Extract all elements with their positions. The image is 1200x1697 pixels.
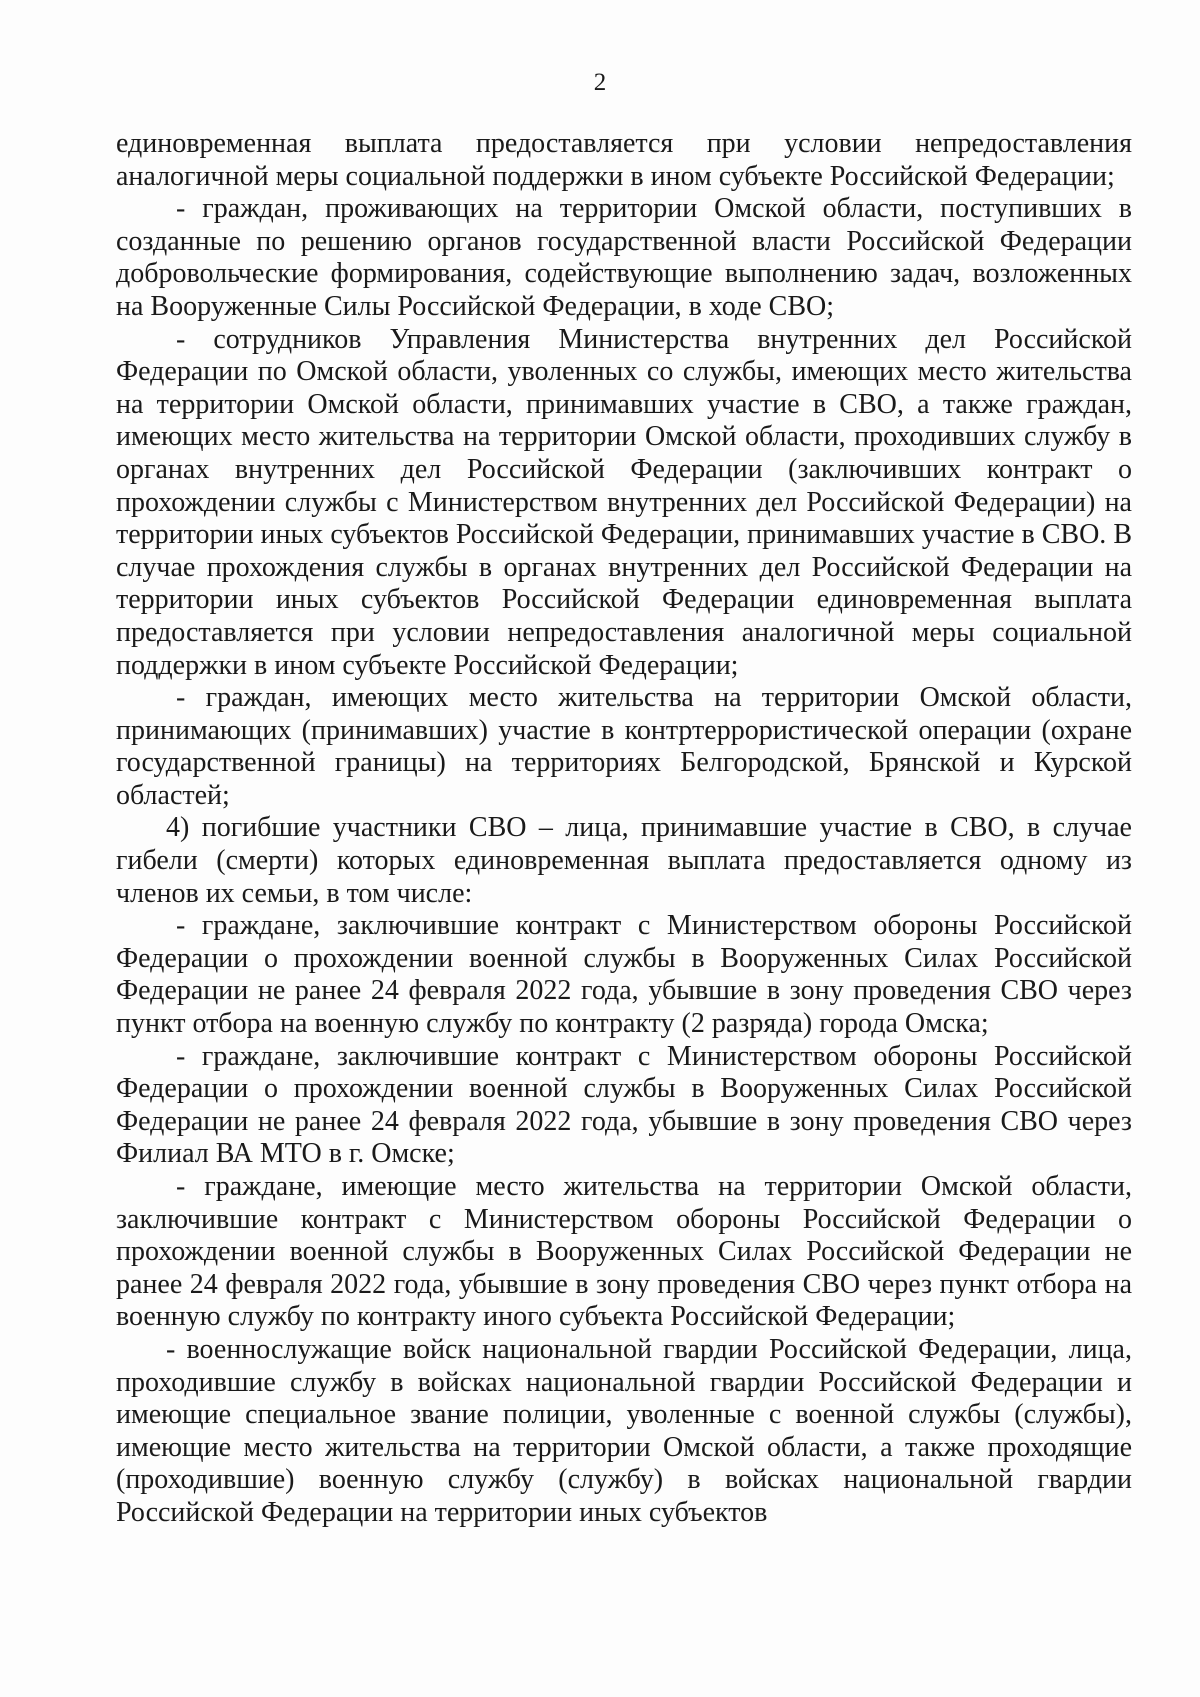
paragraph-internal-affairs: - сотрудников Управления Министерства внутренних дел Российской Федерации по Омской области, уволенных со службы, имеющих место жительства на территории Омской области, принимавших участие в СВО, а также граждан, имеющих место жительства на территории Омской области, проходивших службу в органах внутренних дел Российской Федерации (заключивших контракт о прохождении службы с Министерством внутренних дел Российской Федерации) на территории иных субъектов Российской Федерации, принимавших участие в СВО. В случае прохождения службы в органах внутренних дел Российской Федерации на территории иных субъектов Российской Федерации единовременная выплата предоставляется при условии непредоставления аналогичной меры социальной поддержки в ином субъекте Российской Федерации; [116,323,1132,681]
document-body [116,128,1132,1530]
paragraph-item-4: 4) погибшие участники СВО – лица, принимавшие участие в СВО, в случае гибели (смерти) которых единовременная выплата предоставляется одному из членов их семьи, в том числе: [116,812,1132,909]
page-number: 2 [593,69,607,96]
paragraph-omsk-selection-point: - граждане, заключившие контракт с Министерством обороны Российской Федерации о прохождении военной службы в Вооруженных Силах Российской Федерации не ранее 24 февраля 2022 года, убывшие в зону проведения СВО через пункт отбора на военную службу по контракту (2 разряда) города Омска; [116,910,1132,1040]
paragraph-other-region-selection: - граждане, имеющие место жительства на территории Омской области, заключившие контракт с Министерством обороны Российской Федерации о прохождении военной службы в Вооруженных Силах Российской Федерации не ранее 24 февраля 2022 года, убывшие в зону проведения СВО через пункт отбора на военную службу по контракту иного субъекта Российской Федерации; [116,1171,1132,1333]
paragraph-volunteers: - граждан, проживающих на территории Омской области, поступивших в созданные по решению органов государственной власти Российской Федерации добровольческие формирования, содействующие выполнению задач, возложенных на Вооруженные Силы Российской Федерации, в ходе СВО; [116,193,1132,322]
paragraph-va-mto-branch: - граждане, заключившие контракт с Министерством обороны Российской Федерации о прохождении военной службы в Вооруженных Силах Российской Федерации не ранее 24 февраля 2022 года, убывшие в зону проведения СВО через Филиал ВА МТО в г. Омске; [116,1040,1132,1170]
paragraph-national-guard: - военнослужащие войск национальной гвардии Российской Федерации, лица, проходившие службу в войсках национальной гвардии Российской Федерации и имеющие специальное звание полиции, уволенные с военной службы (службы), имеющие место жительства на территории Омской области, а также проходящие (проходившие) военную службу (службу) в войсках национальной гвардии Российской Федерации на территории иных субъектов [116,1333,1132,1528]
paragraph-continuation: единовременная выплата предоставляется при условии непредоставления аналогичной меры социальной поддержки в ином субъекте Российской Федерации; [116,128,1132,192]
paragraph-counterterrorism: - граждан, имеющих место жительства на территории Омской области, принимающих (принимавших) участие в контртеррористической операции (охране государственной границы) на территориях Белгородской, Брянской и Курской областей; [116,682,1132,811]
